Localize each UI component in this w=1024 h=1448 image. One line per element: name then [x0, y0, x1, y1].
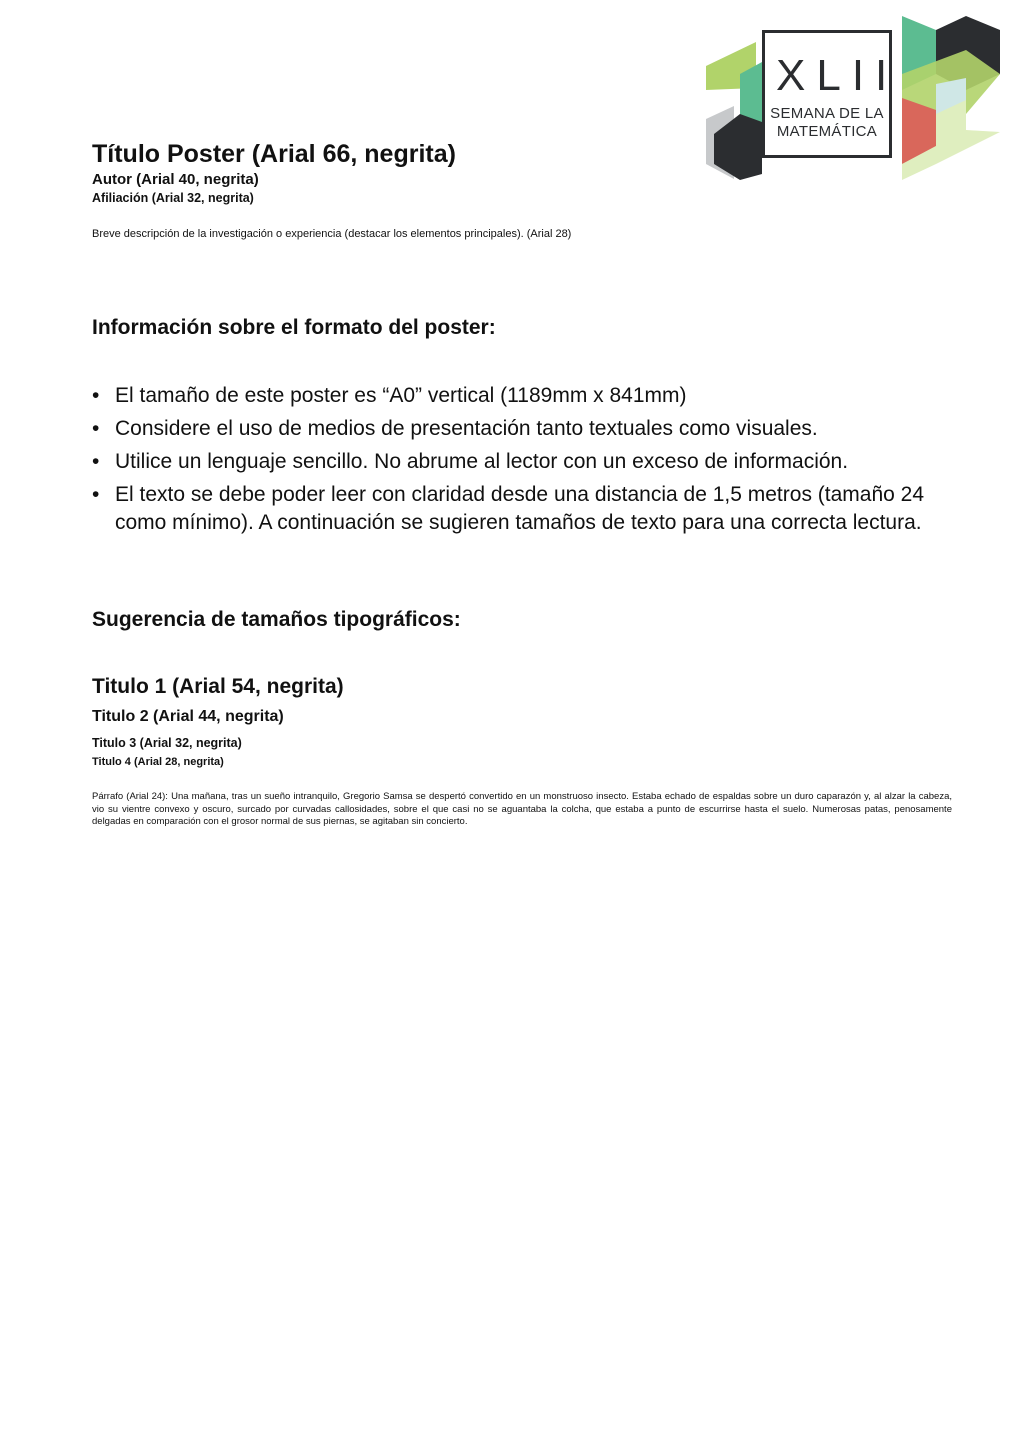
- sample-paragraph: Párrafo (Arial 24): Una mañana, tras un sueño intranquilo, Gregorio Samsa se despertó convertido en un monstruoso insecto. Estaba echado de espaldas sobre un duro caparazón y, al alzar la cabeza, vio su vientre convexo y oscuro, surcado por curvadas callosidades, sobre el que casi no se aguantaba la colcha, que estaba a punto de escurrirse hasta el suelo. Numerosas patas, penosamente delgadas en comparación con el grosor normal de sus piernas, se agitaban sin concierto.: [92, 791, 952, 827]
- bullet-icon: •: [92, 483, 100, 506]
- logo-roman-numeral: XLII: [776, 51, 899, 100]
- list-item: [92, 382, 942, 410]
- format-info-list: [92, 382, 942, 542]
- sample-title-4: Titulo 4 (Arial 28, negrita): [92, 756, 224, 768]
- sample-title-3: Titulo 3 (Arial 32, negrita): [92, 736, 242, 750]
- logo-frame: [762, 30, 899, 158]
- typography-heading: Sugerencia de tamaños tipográficos:: [92, 608, 461, 631]
- sample-title-1: Titulo 1 (Arial 54, negrita): [92, 675, 344, 698]
- list-item: [92, 448, 942, 476]
- list-item: [92, 481, 942, 537]
- poster-description: Breve descripción de la investigación o experiencia (destacar los elementos principales). (Arial 28): [92, 228, 572, 240]
- list-item-text: El texto se debe poder leer con claridad desde una distancia de 1,5 metros (tamaño 24 como mínimo). A continuación se sugieren tamaños de texto para una correcta lectura.: [115, 483, 925, 534]
- poster-title: Título Poster (Arial 66, negrita): [92, 140, 456, 168]
- poster-author: Autor (Arial 40, negrita): [92, 171, 259, 188]
- poster-affiliation: Afiliación (Arial 32, negrita): [92, 191, 254, 205]
- list-item: [92, 415, 942, 443]
- sample-title-2: Titulo 2 (Arial 44, negrita): [92, 708, 284, 725]
- logo-text-line-1: SEMANA DE LA: [770, 105, 884, 122]
- list-item-text: Utilice un lenguaje sencillo. No abrume al lector con un exceso de información.: [115, 450, 849, 473]
- list-item-text: Considere el uso de medios de presentación tanto textuales como visuales.: [115, 417, 818, 440]
- logo-text-line-2: MATEMÁTICA: [776, 123, 878, 140]
- bullet-icon: •: [92, 384, 100, 407]
- bullet-icon: •: [92, 450, 100, 473]
- bullet-icon: •: [92, 417, 100, 440]
- format-info-heading: Información sobre el formato del poster:: [92, 316, 496, 339]
- list-item-text: El tamaño de este poster es “A0” vertical (1189mm x 841mm): [115, 384, 687, 407]
